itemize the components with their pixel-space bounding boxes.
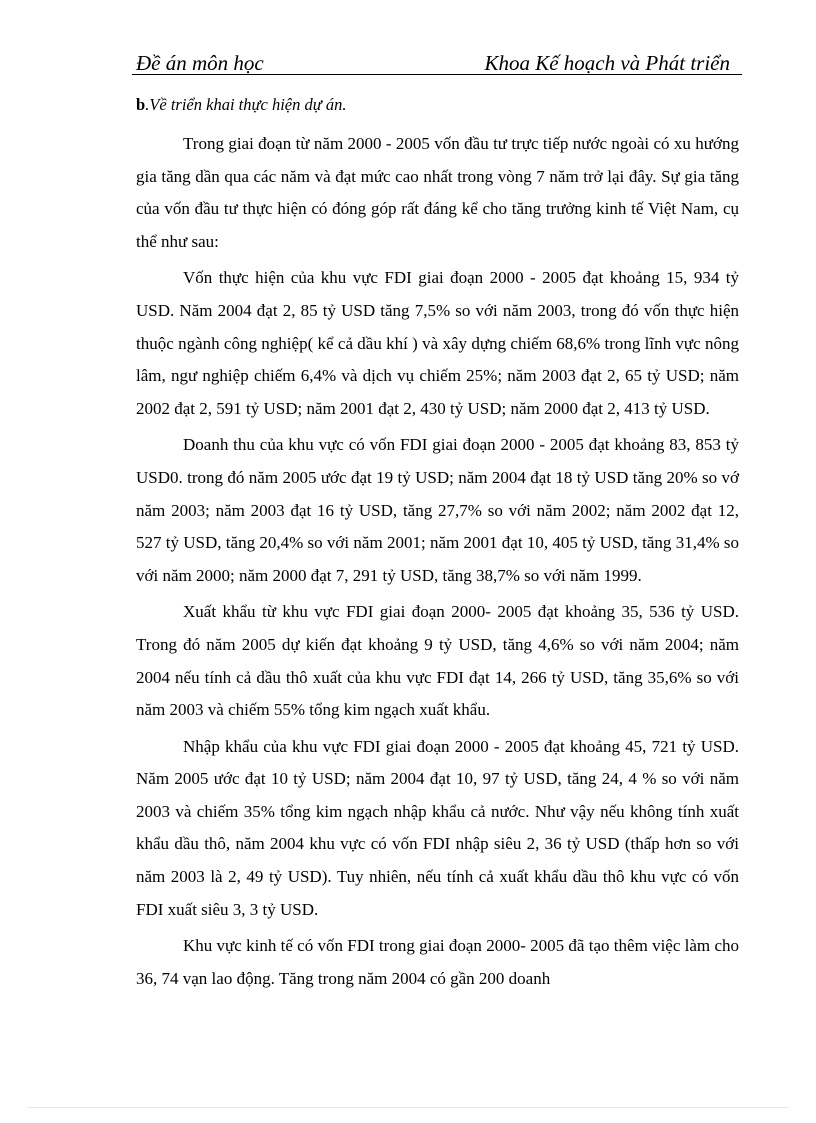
section-title-text: .Về triển khai thực hiện dự án. [145,95,347,114]
paragraph-implemented-capital: Vốn thực hiện của khu vực FDI giai đoạn 2000 - 2005 đạt khoảng 15, 934 tỷ USD. Năm 2004 đạt 2, 85 tỷ USD tăng 7,5% so với năm 2003, trong đó vốn thực hiện thuộc ngành công nghiệp( kể cả dầu khí ) và xây dựng chiếm 68,6% trong lĩnh vực nông lâm, ngư nghiệp chiếm 6,4% và dịch vụ chiếm 25%; năm 2003 đạt 2, 65 tỷ USD; năm 2002 đạt 2, 591 tỷ USD; năm 2001 đạt 2, 430 tỷ USD; năm 2000 đạt 2, 413 tỷ USD. [136,268,739,418]
header-faculty-name: Khoa Kế hoạch và Phát triển [484,51,730,75]
page-header [132,48,742,75]
paragraph-imports: Nhập khẩu của khu vực FDI giai đoạn 2000 - 2005 đạt khoảng 45, 721 tỷ USD. Năm 2005 ước đạt 10 tỷ USD; năm 2004 đạt 10, 97 tỷ USD, tăng 24, 4 % so với năm 2003 và chiếm 35% tổng kim ngạch nhập khẩu cả nước. Như vậy nếu không tính xuất khẩu dầu thô, năm 2004 khu vực có vốn FDI nhập siêu 2, 36 tỷ USD (thấp hơn so với năm 2003 là 2, 49 tỷ USD). Tuy nhiên, nếu tính cả xuất khẩu dầu thô khu vực có vốn FDI xuất siêu 3, 3 tỷ USD. [136,736,739,919]
page-bottom-divider [28,1107,788,1108]
section-letter: b [136,95,146,114]
paragraph-revenue: Doanh thu của khu vực có vốn FDI giai đoạn 2000 - 2005 đạt khoảng 83, 853 tỷ USD0. trong đó năm 2005 ước đạt 19 tỷ USD; năm 2004 đạt 18 tỷ USD tăng 20% so vớ năm 2003; năm 2003 đạt 16 tỷ USD, tăng 27,7% so với năm 2002; năm 2002 đạt 12, 527 tỷ USD, tăng 20,4% so với năm 2001; năm 2001 đạt 10, 405 tỷ USD, tăng 31,4% so với năm 2000; năm 2000 đạt 7, 291 tỷ USD, tăng 38,7% so với năm 1999. [136,435,739,585]
header-course-title: Đề án môn học [136,51,264,75]
document-body [136,90,739,999]
paragraph-intro: Trong giai đoạn từ năm 2000 - 2005 vốn đầu tư trực tiếp nước ngoài có xu hướng gia tăng dần qua các năm và đạt mức cao nhất trong vòng 7 năm trở lại đây. Sự gia tăng của vốn đầu tư thực hiện có đóng góp rất đáng kể cho tăng trưởng kinh tế Việt Nam, cụ thể như sau: [136,134,739,251]
section-heading [136,90,739,120]
paragraph-exports: Xuất khẩu từ khu vực FDI giai đoạn 2000- 2005 đạt khoảng 35, 536 tỷ USD. Trong đó năm 2005 dự kiến đạt khoảng 9 tỷ USD, tăng 4,6% so với năm 2004; năm 2004 nếu tính cả dầu thô xuất của khu vực FDI đạt 14, 266 tỷ USD, tăng 35,6% so với năm 2003 và chiếm 55% tổng kim ngạch xuất khẩu. [136,602,739,720]
paragraph-employment: Khu vực kinh tế có vốn FDI trong giai đoạn 2000- 2005 đã tạo thêm việc làm cho 36, 74 vạn lao động. Tăng trong năm 2004 có gần 200 doanh [136,936,739,988]
